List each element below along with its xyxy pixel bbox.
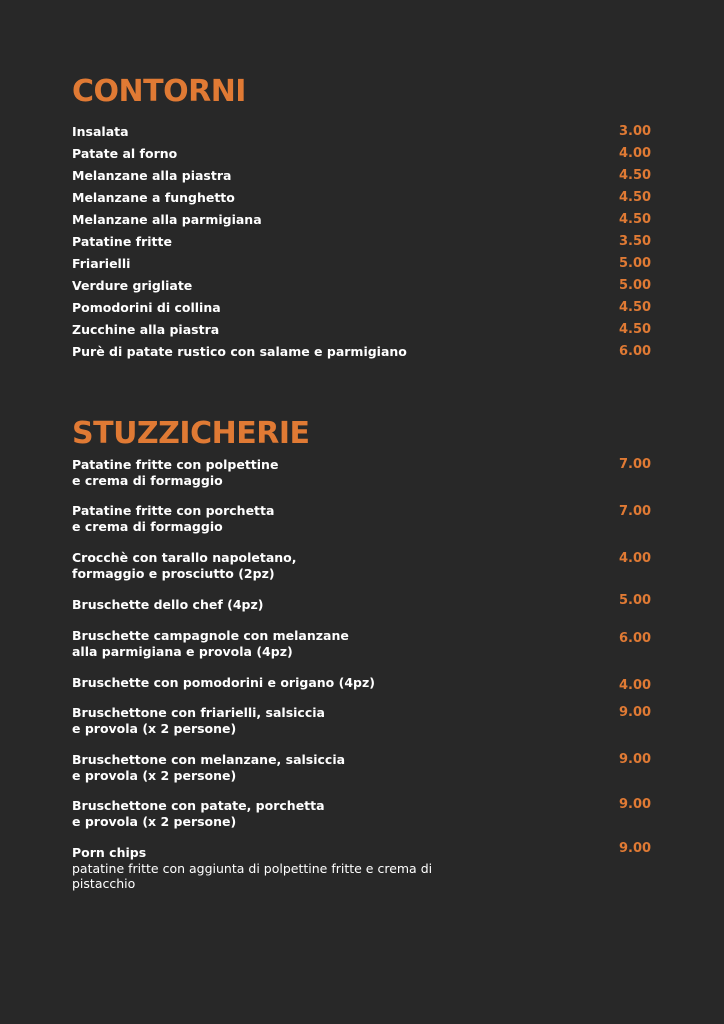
menu-item-price: 9.00 — [619, 705, 652, 720]
menu-item-price: 9.00 — [619, 797, 652, 812]
menu-item-price: 3.50 — [619, 234, 652, 249]
menu-item-name-cont: alla parmigiana e provola (4pz) — [72, 644, 293, 659]
menu-item-name: Melanzane alla parmigiana — [72, 212, 262, 227]
menu-item-price: 3.00 — [619, 124, 652, 139]
menu-item-price: 7.00 — [619, 457, 652, 472]
menu-item-price: 4.50 — [619, 300, 652, 315]
menu-item-name: Bruschette campagnole con melanzane — [72, 628, 349, 643]
menu-item-name-cont: formaggio e prosciutto (2pz) — [72, 566, 275, 581]
menu-item-price: 5.00 — [619, 278, 652, 293]
menu-item-price: 9.00 — [619, 841, 652, 856]
menu-item-price: 4.00 — [619, 678, 652, 693]
menu-item-name-cont: e provola (x 2 persone) — [72, 721, 237, 736]
menu-item-name-cont: e crema di formaggio — [72, 519, 223, 534]
menu-item-name: Patatine fritte con polpettine — [72, 457, 279, 472]
menu-item-name-cont: e provola (x 2 persone) — [72, 768, 237, 783]
menu-item-name: Crocchè con tarallo napoletano, — [72, 550, 297, 565]
section-title-contorni: CONTORNI — [72, 74, 246, 109]
menu-item-name: Zucchine alla piastra — [72, 322, 220, 337]
menu-item-price: 4.00 — [619, 551, 652, 566]
menu-item-price: 6.00 — [619, 631, 652, 646]
menu-item-name: Patate al forno — [72, 146, 178, 161]
section-title-stuzzicherie: STUZZICHERIE — [72, 416, 310, 451]
menu-item-name: Bruschettone con melanzane, salsiccia — [72, 752, 346, 767]
menu-item-price: 4.50 — [619, 322, 652, 337]
menu-item-name: Patatine fritte con porchetta — [72, 503, 275, 518]
menu-item-description: patatine fritte con aggiunta di polpettine fritte e crema di pistacchio — [72, 861, 433, 891]
menu-item-name: Insalata — [72, 124, 129, 139]
menu-item-name-cont: e crema di formaggio — [72, 473, 223, 488]
menu-item-name: Bruschette con pomodorini e origano (4pz) — [72, 675, 375, 690]
menu-item-price: 6.00 — [619, 344, 652, 359]
menu-item-price: 4.50 — [619, 212, 652, 227]
menu-item-name: Purè di patate rustico con salame e parmigiano — [72, 344, 407, 359]
menu-item-name: Patatine fritte — [72, 234, 172, 249]
menu-item-name: Friarielli — [72, 256, 131, 271]
menu-item-name: Bruschettone con friarielli, salsiccia — [72, 705, 325, 720]
menu-item-name: Verdure grigliate — [72, 278, 193, 293]
menu-item-price: 9.00 — [619, 752, 652, 767]
menu-item-price: 5.00 — [619, 256, 652, 271]
menu-item-price: 7.00 — [619, 504, 652, 519]
menu-item-name: Pomodorini di collina — [72, 300, 221, 315]
menu-item-price: 4.50 — [619, 190, 652, 205]
menu-item-name: Melanzane alla piastra — [72, 168, 232, 183]
menu-item-name: Melanzane a funghetto — [72, 190, 235, 205]
menu-item-price: 4.50 — [619, 168, 652, 183]
menu-item-name-cont: e provola (x 2 persone) — [72, 814, 237, 829]
menu-item-price: 4.00 — [619, 146, 652, 161]
menu-item-price: 5.00 — [619, 593, 652, 608]
menu-item-name: Bruschettone con patate, porchetta — [72, 798, 325, 813]
menu-item-name: Bruschette dello chef (4pz) — [72, 597, 264, 612]
menu-item-name: Porn chips — [72, 845, 147, 860]
